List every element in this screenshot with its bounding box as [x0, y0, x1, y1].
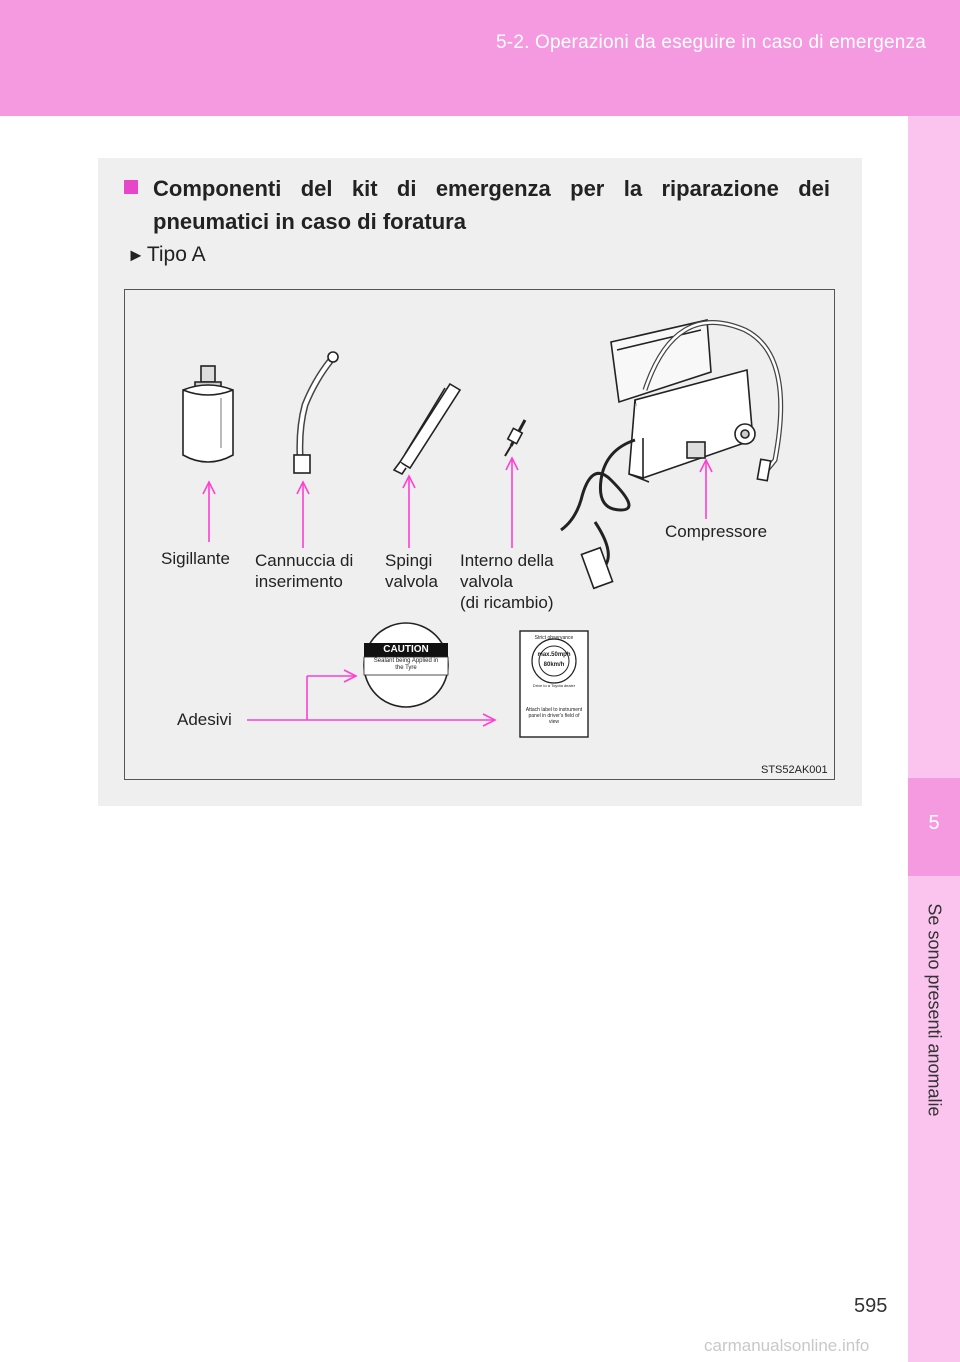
chapter-title: Se sono presenti anomalie: [924, 903, 945, 1117]
valve-core-icon: [505, 420, 525, 456]
heading-text: Componenti del kit di emergenza per la riparazione dei pneumatici in caso di foratura: [153, 176, 830, 234]
watermark[interactable]: carmanualsonline.info: [704, 1336, 870, 1355]
subheading-text: Tipo A: [146, 243, 206, 266]
page-number: 595: [854, 1295, 888, 1317]
speed-sticker-kmh: 80km/h: [543, 662, 565, 668]
speed-sticker-mph: max.50mph: [537, 652, 571, 658]
figure-illustration: [124, 289, 835, 780]
header-band: [0, 0, 960, 116]
caution-sticker-title: CAUTION: [383, 644, 429, 655]
chapter-number: 5: [928, 812, 940, 834]
speed-sticker-arc-bottom: Drive to a Toyota dealer: [532, 683, 576, 688]
nozzle-hose-icon: [294, 352, 338, 473]
label-stickers: Adesivi: [177, 710, 232, 729]
label-sealant: Sigillante: [161, 549, 230, 568]
subheading: [127, 243, 206, 267]
label-nozzle: Cannuccia di inserimento: [255, 551, 354, 591]
speed-sticker-footer: Attach label to instrument panel in driver's field of view: [525, 707, 583, 725]
valve-tool-icon: [394, 384, 460, 474]
chapter-side-tab[interactable]: [908, 116, 960, 1362]
figure-code: STS52AK001: [761, 764, 828, 776]
square-bullet-icon: [124, 180, 138, 194]
section-heading: [124, 172, 830, 238]
compressor-icon: [561, 320, 781, 588]
label-valve-core: Interno della valvola (di ricambio): [460, 551, 554, 612]
label-compressor: Compressore: [665, 522, 768, 541]
label-valve-tool: Spingi valvola: [385, 551, 438, 591]
speed-sticker-arc-top: Strict observance: [534, 635, 574, 641]
caution-sticker-text: Sealant being Applied in the Tyre: [373, 658, 439, 671]
leader-lines: [203, 458, 712, 726]
section-title: 5-2. Operazioni da eseguire in caso di emergenza: [496, 32, 926, 53]
sealant-bottle-icon: [183, 366, 233, 462]
triangle-bullet-icon: ►: [127, 245, 145, 265]
